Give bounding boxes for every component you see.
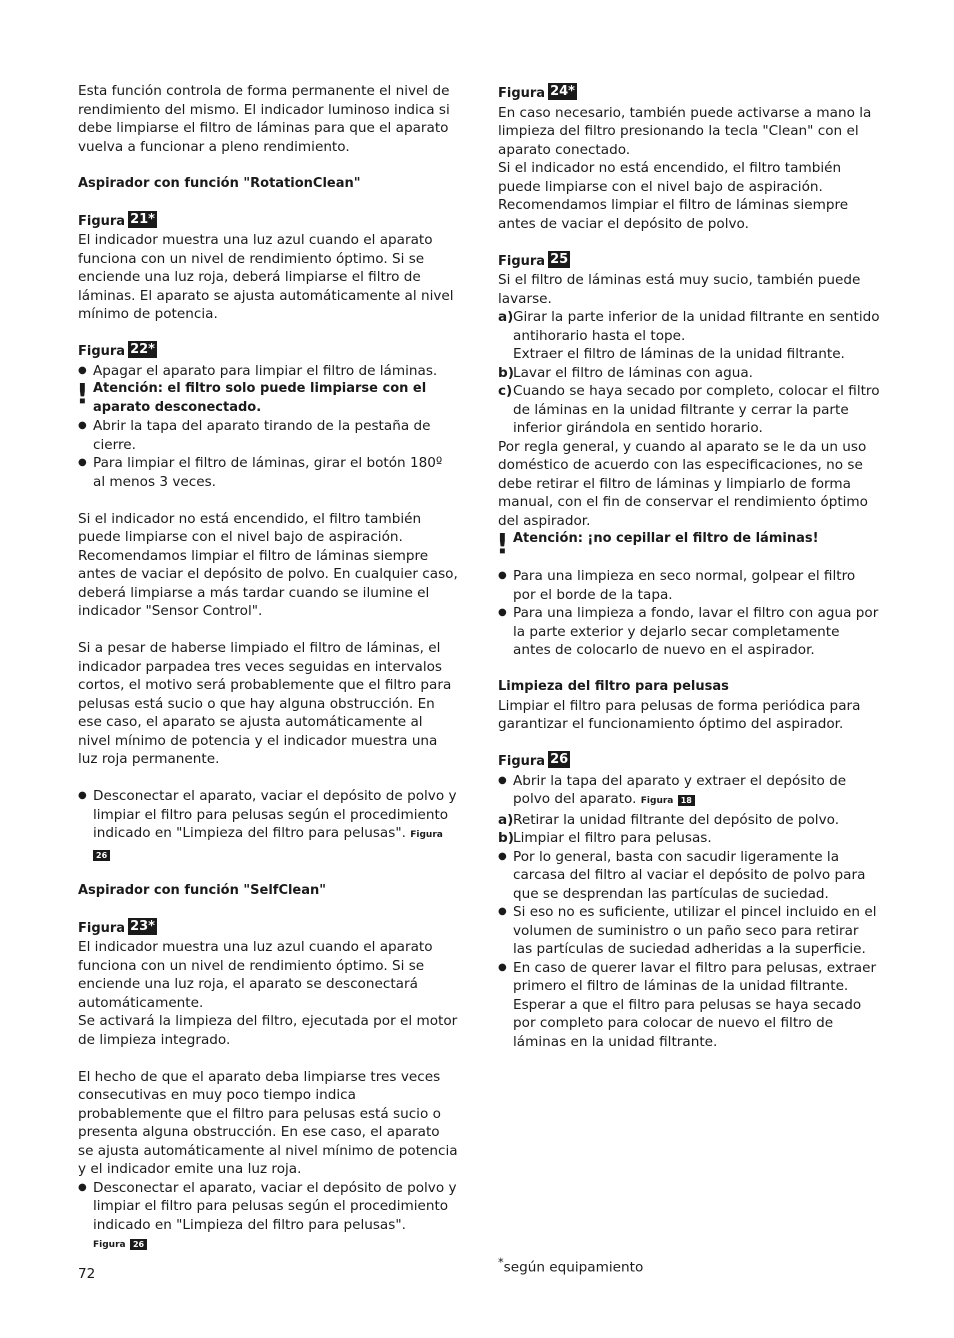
left-column [78, 82, 458, 1255]
general-paragraph: Por regla general, y cuando al aparato se le da un uso doméstico de acuerdo con las especificaciones, no se debe retirar el filtro de láminas y limpiarlo de forma manual, con el fin de conservar el rendimiento óptimo del aspirador. [498, 438, 868, 529]
step-c: c) Cuando se haya secado por completo, colocar el filtro de láminas en la unidad filtrante y cerrar la parte inferior girándola en sentido horario. [498, 383, 880, 436]
figure-26-label: Figura 26 [498, 752, 569, 769]
list-item: ● Desconectar el aparato, vaciar el depósito de polvo y limpiar el filtro para pelusas según el procedimiento indicado en "Limpieza del filtro para pelusas". Figura 26 [78, 1179, 458, 1255]
figure-23-number: 23* [130, 918, 155, 934]
figure-22-number: 22* [130, 342, 155, 357]
warning-note: ! Atención: ¡no cepillar el filtro de láminas! [496, 527, 819, 560]
figure-23-label: Figura 23* [78, 918, 155, 936]
list-item: ● Abrir la tapa del aparato tirando de la pestaña de cierre. [78, 417, 458, 454]
list-item: ● Abrir la tapa del aparato y extraer el depósito de polvo del aparato. Figura 18 [498, 772, 880, 811]
disconnect-list-2 [78, 1179, 458, 1255]
three-times-paragraph: El hecho de que el aparato deba limpiarse tres veces consecutivas en muy poco tiempo indica probablemente que el filtro para pelusas está sucio o presenta alguna obstrucción. En ese caso, el aparato se ajusta automáticamente al nivel mínimo de potencia y el indicador emite una luz roja. [78, 1068, 458, 1177]
figure-ref-label: Figura [410, 830, 443, 840]
exclamation-icon: ! [496, 527, 509, 560]
figure-24-text-2: Si el indicador no está encendido, el filtro también puede limpiarse con el nivel bajo de aspiración. Recomendamos limpiar el filtro de láminas siempre antes de vaciar el depósito de polvo. [498, 160, 849, 232]
warning-note: ! Atención: el filtro solo puede limpiarse con el aparato desconectado. [76, 377, 427, 415]
footnote: *según equipamiento [498, 1255, 644, 1276]
list-item: ● Si eso no es suficiente, utilizar el pincel incluido en el volumen de suministro o un paño seco para retirar las partículas de suciedad adheridas a la superficie. [498, 903, 880, 959]
figure-24-text: En caso necesario, también puede activarse a mano la limpieza del filtro presionando la tecla "Clean" con el aparato conectado. [498, 104, 872, 158]
figure-ref-label: Figura [640, 796, 674, 806]
figure-21-label: Figura 21* [78, 211, 155, 229]
figure-22-list [78, 362, 458, 381]
step-b: b) Lavar el filtro de láminas con agua. [498, 364, 753, 381]
step-b: b) Limpiar el filtro para pelusas. [498, 830, 712, 846]
list-item: ● Para una limpieza en seco normal, golpear el filtro por el borde de la tapa. [498, 567, 880, 604]
figure-21-text: El indicador muestra una luz azul cuando el aparato funciona con un nivel de rendimiento óptimo. Si se enciende una luz roja, deberá limpiarse el filtro de láminas. El aparato se ajusta automáticamente al nivel mínimo de potencia. [78, 232, 454, 322]
cleaning-list [498, 567, 880, 660]
figure-ref-number: 26 [93, 850, 110, 861]
intro-paragraph: Esta función controla de forma permanente el nivel de rendimiento del mismo. El indicador luminoso indica si debe limpiarse el filtro de láminas para que el aparato vuelva a funcionar a pleno rendimiento. [78, 83, 450, 155]
figure-22-label: Figura 22* [78, 342, 155, 359]
figure-ref-number: 18 [678, 795, 695, 806]
exclamation-icon: ! [76, 377, 89, 410]
step-a: a) Retirar la unidad filtrante del depósito de polvo. [498, 811, 840, 828]
page-number: 72 [78, 1266, 96, 1282]
figure-22-list-continued [78, 417, 458, 491]
list-item: ● Para una limpieza a fondo, lavar el filtro con agua por la parte exterior y dejarlo secar completamente antes de colocarlo de nuevo en el aspirador. [498, 604, 880, 660]
figure-24-label: Figura 24* [498, 84, 575, 101]
figure-ref-number: 26 [130, 1239, 147, 1250]
right-column [498, 82, 880, 1051]
figure-25-intro: Si el filtro de láminas está muy sucio, también puede lavarse. [498, 272, 861, 307]
rotationclean-heading: Aspirador con función "RotationClean" [78, 175, 361, 191]
selfclean-heading: Aspirador con función "SelfClean" [78, 882, 327, 898]
figure-ref-label: Figura [93, 1240, 126, 1250]
figure-24-number: 24* [550, 84, 575, 99]
disconnect-list [78, 787, 458, 863]
list-item: ● En caso de querer lavar el filtro para pelusas, extraer primero el filtro de láminas de la unidad filtrante. Esperar a que el filtro para pelusas se haya secado por completo para colocar de nuevo el filtro de láminas en la unidad filtrante. [498, 959, 880, 1052]
indicator-off-paragraph: Si el indicador no está encendido, el filtro también puede limpiarse con el nivel bajo de aspiración. Recomendamos limpiar el filtro de láminas siempre antes de vaciar el depósito de polvo. En cualquier caso, deberá limpiarse a más tardar cuando se ilumine el indicador "Sensor Control". [78, 510, 458, 619]
figure-21-number: 21* [130, 211, 155, 227]
lint-filter-heading: Limpieza del filtro para pelusas [498, 679, 729, 694]
figure-26-list [498, 772, 880, 811]
list-item: ● Para limpiar el filtro de láminas, girar el botón 180º al menos 3 veces. [78, 454, 458, 491]
list-item: ● Apagar el aparato para limpiar el filtro de láminas. [78, 362, 458, 381]
figure-25-label: Figura 25 [498, 251, 569, 269]
step-a: a) Girar la parte inferior de la unidad filtrante en sentido antihorario hasta el tope. Extraer el filtro de láminas de la unidad filtrante. [498, 309, 880, 362]
figure-25-number: 25 [550, 251, 569, 267]
list-item: ● Por lo general, basta con sacudir ligeramente la carcasa del filtro al vaciar el depósito de polvo para que se desprendan las partículas de suciedad. [498, 848, 880, 904]
figure-26-list-continued [498, 848, 880, 1052]
figure-26-number: 26 [550, 752, 569, 767]
blink-paragraph: Si a pesar de haberse limpiado el filtro de láminas, el indicador parpadea tres veces seguidas en intervalos cortos, el motivo será probablemente que el filtro para pelusas está sucio o que hay alguna obstrucción. En ese caso, el aparato se ajusta automáticamente al nivel mínimo de potencia y el indicador muestra una luz roja permanente. [78, 640, 452, 767]
figure-23-text: El indicador muestra una luz azul cuando el aparato funciona con un nivel de rendimiento óptimo. Si se enciende una luz roja, el aparato se desconectará automáticamente. [78, 939, 433, 1011]
list-item: ● Desconectar el aparato, vaciar el depósito de polvo y limpiar el filtro para pelusas según el procedimiento indicado en "Limpieza del filtro para pelusas". Figura 26 [78, 787, 458, 863]
lint-filter-text: Limpiar el filtro para pelusas de forma periódica para garantizar el funcionamiento óptimo del aspirador. [498, 697, 861, 732]
figure-23-text-2: Se activará la limpieza del filtro, ejecutada por el motor de limpieza integrado. [78, 1013, 458, 1048]
